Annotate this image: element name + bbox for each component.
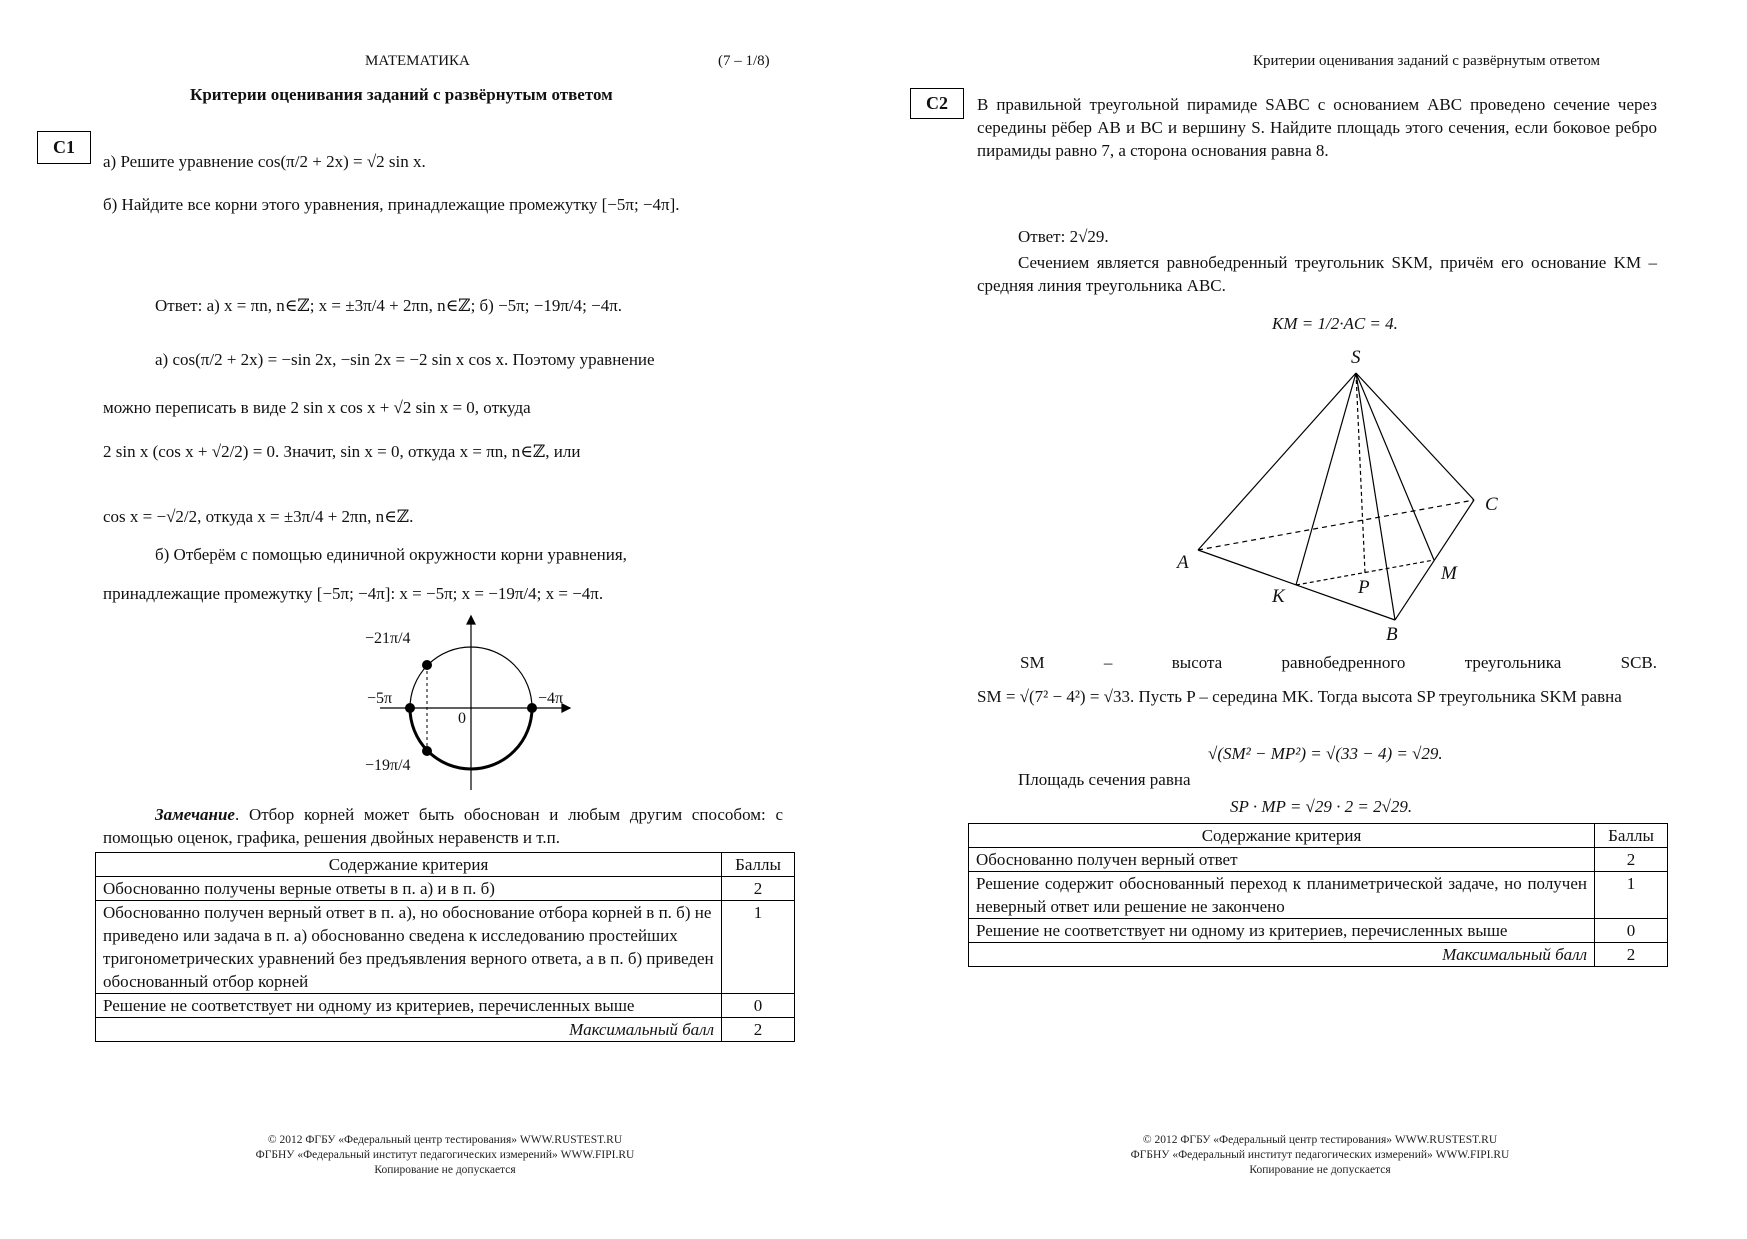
edge-sc: [1356, 373, 1474, 500]
c2-solution-1-text: Сечением является равнобедренный треугольник SKM, причём его основание KM – средняя линия треугольника ABC.: [977, 253, 1657, 295]
points-cell: 2: [1595, 848, 1668, 872]
label-a: A: [1177, 552, 1189, 573]
table-max-row: [96, 1018, 795, 1042]
table-max-row: [969, 943, 1668, 967]
c2-solution-1: [977, 251, 1657, 297]
c2-solution-4: Площадь сечения равна: [1018, 770, 1191, 789]
c2-answer: Ответ: 2√29.: [1018, 227, 1109, 246]
max-points-cell: 2: [722, 1018, 795, 1042]
label-s: S: [1351, 347, 1361, 368]
criterion-cell: Обоснованно получен верный ответ в п. а), но обоснование отбора корней в п. б) не приведено или задача в п. а) обоснованно сведена к исследованию простейших тригонометрических уравнений без предъявления верного ответа, а в п. б) приведен обоснованный отбор корней: [96, 901, 722, 994]
criterion-cell: Решение не соответствует ни одному из критериев, перечисленных выше: [969, 919, 1595, 943]
c1-solution-b1: б) Отберём с помощью единичной окружности корни уравнения,: [155, 545, 627, 564]
task-label-c2: C2: [910, 88, 964, 119]
points-cell: 1: [722, 901, 795, 994]
c1-criteria-table: [95, 852, 795, 1042]
footer-line: Копирование не допускается: [1249, 1164, 1391, 1176]
table-row: [969, 848, 1668, 872]
label-p: P: [1358, 577, 1370, 598]
footer-line: ФГБНУ «Федеральный институт педагогических измерений» WWW.FIPI.RU: [255, 1149, 635, 1161]
footer-line: © 2012 ФГБУ «Федеральный центр тестирования» WWW.RUSTEST.RU: [267, 1134, 623, 1146]
table-header-row: [969, 824, 1668, 848]
criterion-cell: Решение содержит обоснованный переход к планиметрической задаче, но получен неверный ответ или решение не закончено: [969, 872, 1595, 919]
c2-formula-sp: √(SM² − MP²) = √(33 − 4) = √29.: [1208, 744, 1443, 763]
table-row: [96, 877, 795, 901]
label-b: B: [1386, 624, 1398, 645]
edge-bc: [1395, 500, 1474, 620]
point-minus-4pi: [527, 703, 537, 713]
points-cell: 1: [1595, 872, 1668, 919]
criterion-cell: Обоснованно получены верные ответы в п. а) и в п. б): [96, 877, 722, 901]
task-label-c1: C1: [37, 131, 91, 164]
c2-solution-3: SM = √(7² − 4²) = √33. Пусть P – середина MK. Тогда высота SP треугольника SKM равна: [977, 687, 1622, 706]
table-row: [96, 994, 795, 1018]
c2-criteria-table: [968, 823, 1668, 967]
edge-sm: [1356, 373, 1434, 560]
table-head-criterion: Содержание критерия: [96, 853, 722, 877]
edge-ac-hidden: [1198, 500, 1474, 550]
max-label-cell: Максимальный балл: [969, 943, 1595, 967]
remark-word: Замечание: [155, 805, 235, 824]
circle-label-right: −4π: [538, 690, 564, 707]
point-minus-5pi: [405, 703, 415, 713]
right-footer: [1055, 1133, 1585, 1178]
c1-task-b: б) Найдите все корни этого уравнения, принадлежащие промежутку [−5π; −4π].: [103, 195, 680, 214]
criterion-cell: Обоснованно получен верный ответ: [969, 848, 1595, 872]
c1-remark: [103, 803, 783, 849]
c1-task-a: а) Решите уравнение cos(π/2 + 2x) = √2 sin x.: [103, 152, 426, 171]
table-head-points: Баллы: [1595, 824, 1668, 848]
circle-label-top: −21π/4: [365, 630, 411, 647]
c2-solution-2: SM – высота равнобедренного треугольника SCB.: [1020, 653, 1657, 672]
label-c: C: [1485, 494, 1498, 515]
points-cell: 2: [722, 877, 795, 901]
table-header-row: [96, 853, 795, 877]
table-row: [969, 872, 1668, 919]
point-minus-19pi-4: [422, 746, 432, 756]
points-cell: 0: [722, 994, 795, 1018]
left-header-subject: МАТЕМАТИКА: [365, 53, 470, 69]
pyramid-figure: [1170, 360, 1490, 630]
c1-solution-a3: 2 sin x (cos x + √2/2) = 0. Значит, sin x = 0, откуда x = πn, n∈ℤ, или: [103, 442, 581, 461]
label-k: K: [1272, 586, 1285, 607]
table-head-points: Баллы: [722, 853, 795, 877]
point-minus-21pi-4: [422, 660, 432, 670]
footer-line: © 2012 ФГБУ «Федеральный центр тестирования» WWW.RUSTEST.RU: [1142, 1134, 1498, 1146]
remark-text: . Отбор корней может быть обоснован и любым другим способом: с помощью оценок, графика, решения двойных неравенств и т.п.: [103, 805, 783, 847]
left-header-page: (7 – 1/8): [718, 53, 770, 69]
c2-formula-area: SP · MP = √29 · 2 = 2√29.: [1230, 797, 1413, 816]
criterion-cell: Решение не соответствует ни одному из критериев, перечисленных выше: [96, 994, 722, 1018]
right-header-title: Критерии оценивания заданий с развёрнутым ответом: [1253, 53, 1600, 69]
c1-solution-a1: а) cos(π/2 + 2x) = −sin 2x, −sin 2x = −2 sin x cos x. Поэтому уравнение: [155, 350, 655, 369]
points-cell: 0: [1595, 919, 1668, 943]
footer-line: ФГБНУ «Федеральный институт педагогических измерений» WWW.FIPI.RU: [1130, 1149, 1510, 1161]
circle-label-left: −5π: [367, 690, 393, 707]
c2-formula-km: KM = 1/2·AC = 4.: [1272, 314, 1398, 333]
c1-solution-b2: принадлежащие промежутку [−5π; −4π]: x = −5π; x = −19π/4; x = −4π.: [103, 584, 604, 603]
table-row: [96, 901, 795, 994]
max-label-cell: Максимальный балл: [96, 1018, 722, 1042]
edge-sa: [1198, 373, 1356, 550]
left-title: Критерии оценивания заданий с развёрнутым ответом: [190, 85, 613, 104]
circle-label-bottom: −19π/4: [365, 757, 411, 774]
left-footer: [180, 1133, 710, 1178]
label-m: M: [1441, 563, 1457, 584]
max-points-cell: 2: [1595, 943, 1668, 967]
c1-answer: Ответ: а) x = πn, n∈ℤ; x = ±3π/4 + 2πn, n∈ℤ; б) −5π; −19π/4; −4π.: [155, 296, 623, 315]
table-head-criterion: Содержание критерия: [969, 824, 1595, 848]
table-row: [969, 919, 1668, 943]
c1-solution-a4: cos x = −√2/2, откуда x = ±3π/4 + 2πn, n∈ℤ.: [103, 507, 414, 526]
circle-label-center: 0: [458, 710, 466, 727]
footer-line: Копирование не допускается: [374, 1164, 516, 1176]
c2-task-text: В правильной треугольной пирамиде SABC с основанием ABC проведено сечение через середины рёбер AB и BC и вершину S. Найдите площадь этого сечения, если боковое ребро пирамиды равно 7, а сторона основания равна 8.: [977, 95, 1657, 160]
edge-sk: [1296, 373, 1356, 585]
c1-solution-a2: можно переписать в виде 2 sin x cos x + √2 sin x = 0, откуда: [103, 398, 531, 417]
